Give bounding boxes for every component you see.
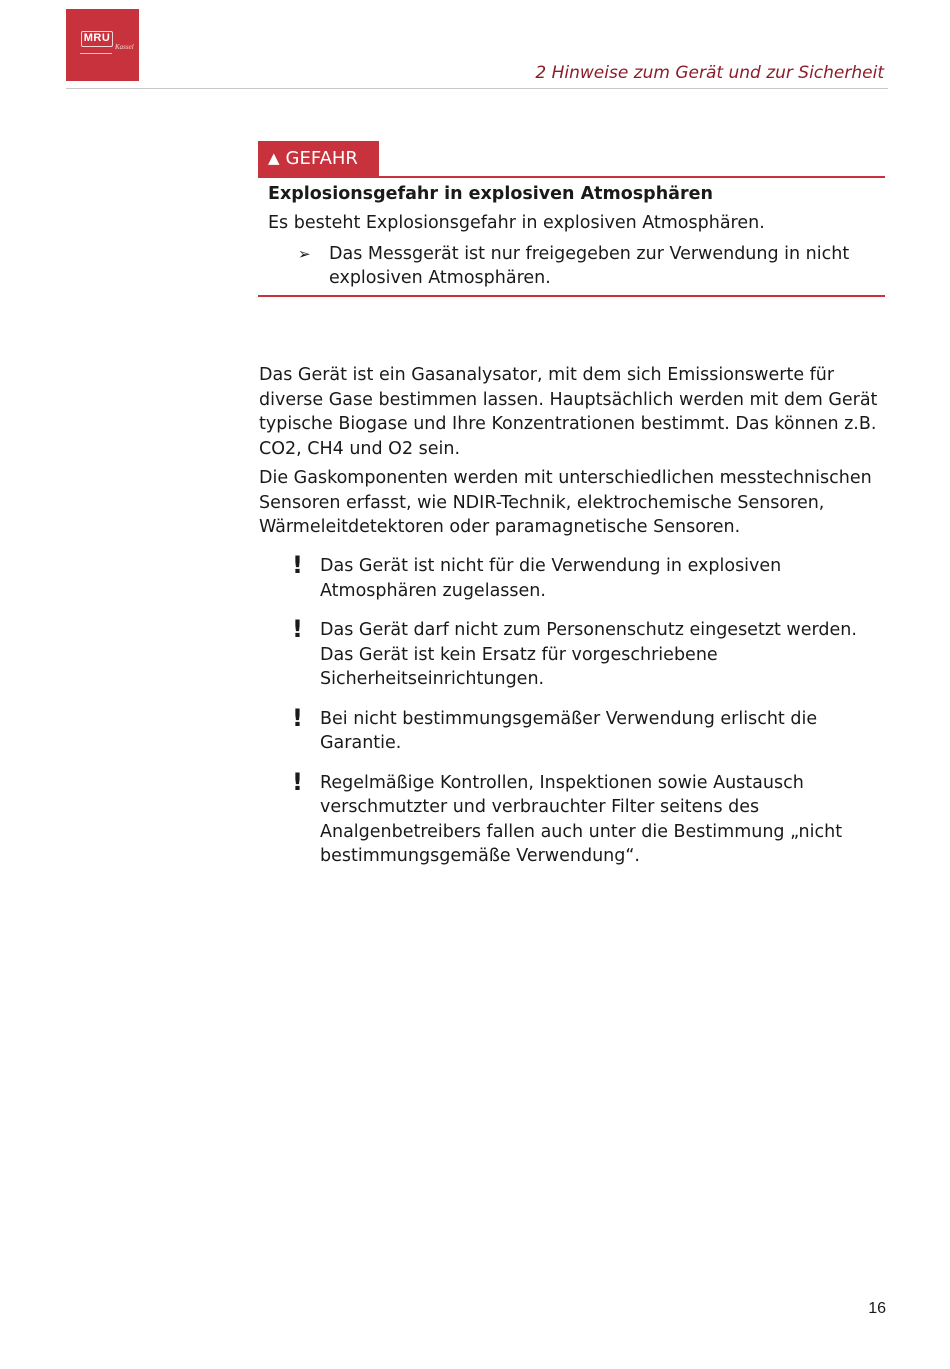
- danger-bottom-rule: [258, 295, 885, 297]
- body-paragraph: Die Gaskomponenten werden mit unterschiedlichen messtechnischen Sensoren erfasst, wie NDIR-Technik, elektrochemische Sensoren, Wärmeleitdetektoren oder paramagnetische Sensoren.: [259, 468, 872, 537]
- logo-line: [80, 53, 112, 54]
- page-number: 16: [868, 1300, 886, 1317]
- body-paragraph: Das Gerät ist ein Gasanalysator, mit dem sich Emissionswerte für diverse Gase bestimmen lassen. Hauptsächlich werden mit dem Gerät typische Biogase und Ihre Konzentrationen bestimmt. Das können z.B. CO2, CH4 und O2 sein.: [259, 365, 878, 459]
- logo-subtext: Kassel: [115, 43, 134, 51]
- company-logo: [66, 9, 139, 81]
- danger-heading: Explosionsgefahr in explosiven Atmosphären: [268, 184, 713, 204]
- note-text: Das Gerät darf nicht zum Personenschutz eingesetzt werden. Das Gerät ist kein Ersatz für vorgeschriebene Sicherheitseinrichtungen.: [320, 620, 857, 689]
- note-text: Das Gerät ist nicht für die Verwendung in explosiven Atmosphären zugelassen.: [320, 556, 782, 601]
- notes-list: [288, 551, 893, 884]
- exclamation-icon: !: [292, 615, 303, 643]
- danger-label: [258, 141, 379, 176]
- danger-action-item: [300, 242, 860, 290]
- note-text: Bei nicht bestimmungsgemäßer Verwendung erlischt die Garantie.: [320, 708, 818, 753]
- danger-top-rule: [258, 176, 885, 178]
- danger-action-text: Das Messgerät ist nur freigegeben zur Verwendung in nicht explosiven Atmosphären.: [329, 244, 850, 288]
- danger-label-text: GEFAHR: [285, 148, 358, 169]
- exclamation-icon: !: [292, 551, 303, 579]
- exclamation-icon: !: [292, 767, 303, 796]
- exclamation-icon: !: [292, 703, 303, 732]
- header-divider: [66, 88, 888, 89]
- warning-triangle-icon: ▲: [268, 149, 280, 167]
- note-item: [288, 767, 893, 869]
- section-title: 2 Hinweise zum Gerät und zur Sicherheit: [535, 63, 884, 83]
- logo-wordmark: MRU: [81, 31, 113, 47]
- danger-description: Es besteht Explosionsgefahr in explosiven Atmosphären.: [268, 213, 765, 233]
- note-item: [288, 615, 893, 692]
- arrow-bullet-icon: ➢: [298, 245, 311, 263]
- note-item: [288, 703, 893, 756]
- note-item: [288, 551, 893, 603]
- danger-notice: [258, 141, 885, 298]
- note-text: Regelmäßige Kontrollen, Inspektionen sowie Austausch verschmutzter und verbrauchter Filter seitens des Analgenbetreibers fallen auch unter die Bestimmung „nicht bestimmungsgemäße Verwendung“.: [320, 772, 843, 866]
